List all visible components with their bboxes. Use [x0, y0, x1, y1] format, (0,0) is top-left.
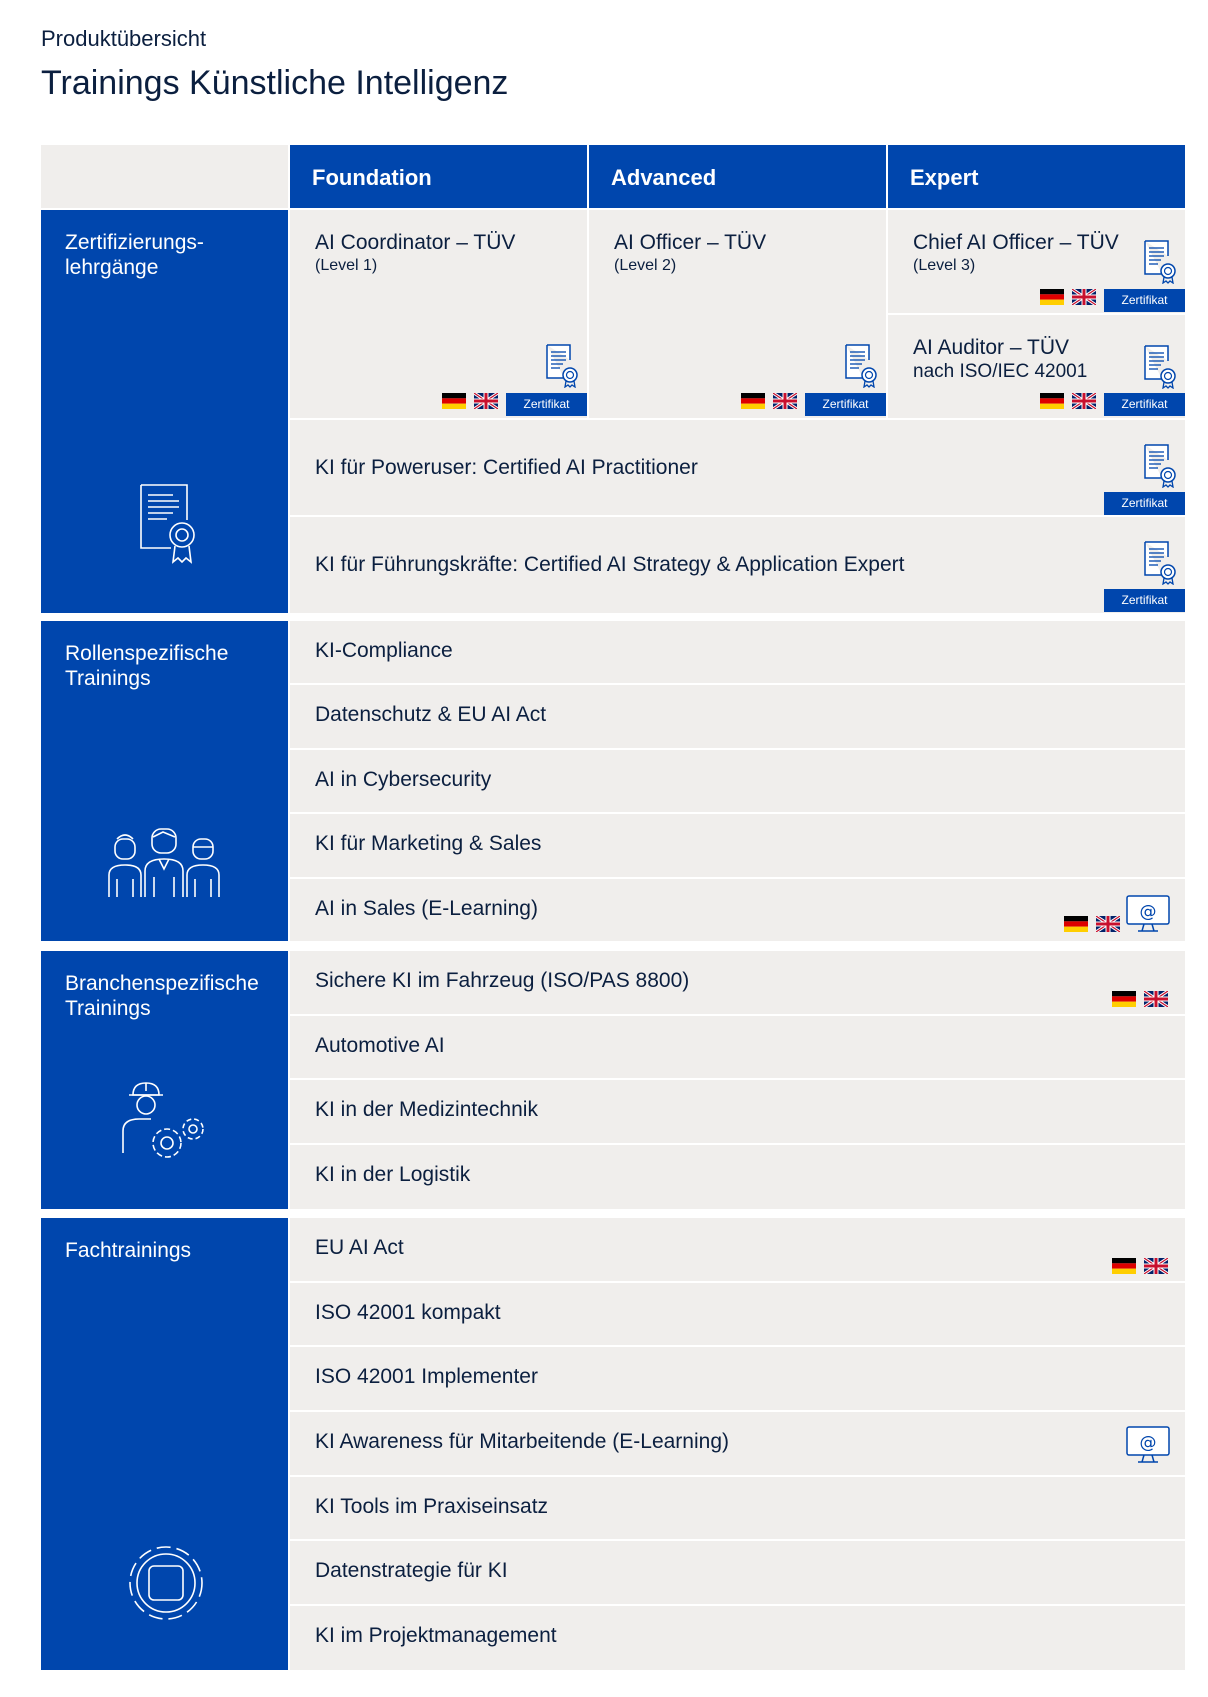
course-title: Datenstrategie für KI [315, 1559, 508, 1582]
course-ki-logistik[interactable] [290, 1145, 1185, 1209]
worker-gears-icon [41, 1081, 291, 1166]
course-title: KI Awareness für Mitarbeitende (E-Learning) [315, 1430, 729, 1453]
course-ki-tools-praxis[interactable] [290, 1477, 1185, 1539]
flag-de-icon [1040, 393, 1064, 409]
flag-de-icon [442, 393, 466, 409]
course-certified-ai-strategy-expert[interactable] [290, 517, 1185, 613]
certificate-badge: Zertifikat [506, 393, 587, 416]
flag-uk-icon [474, 393, 498, 409]
course-chief-ai-officer[interactable] [888, 210, 1185, 313]
certificate-badge: Zertifikat [1104, 492, 1185, 515]
course-title: EU AI Act [315, 1236, 404, 1259]
section-label-industry-specific: Branchenspezifische Trainings [41, 951, 288, 1209]
certificate-icon [41, 480, 291, 565]
certificate-icon [1144, 444, 1176, 488]
course-ai-in-sales-elearning[interactable] [290, 879, 1185, 941]
people-icon [41, 825, 291, 900]
course-title: KI-Compliance [315, 639, 453, 662]
flag-de-icon [1064, 916, 1088, 932]
course-datenstrategie-ki[interactable] [290, 1541, 1185, 1604]
certificate-icon [1144, 240, 1176, 284]
course-iso-42001-kompakt[interactable] [290, 1283, 1185, 1345]
course-title: AI Coordinator – TÜV [315, 231, 516, 254]
course-title: AI Auditor – TÜV [913, 336, 1070, 359]
course-sichere-ki-fahrzeug[interactable] [290, 951, 1185, 1014]
course-title: Sichere KI im Fahrzeug (ISO/PAS 8800) [315, 969, 690, 992]
column-header-advanced: Advanced [589, 145, 886, 208]
certificate-badge: Zertifikat [1104, 393, 1185, 416]
column-header-expert: Expert [888, 145, 1185, 208]
course-standard: nach ISO/IEC 42001 [913, 361, 1088, 382]
course-ki-medizintechnik[interactable] [290, 1080, 1185, 1143]
course-ai-officer[interactable] [589, 210, 886, 418]
certificate-badge: Zertifikat [805, 393, 886, 416]
section-label-specialist: Fachtrainings [41, 1218, 288, 1670]
flag-uk-icon [1096, 916, 1120, 932]
course-level: (Level 2) [614, 257, 677, 274]
page-title: Trainings Künstliche Intelligenz [41, 64, 509, 102]
course-title: AI in Sales (E-Learning) [315, 897, 538, 920]
course-title: ISO 42001 kompakt [315, 1301, 501, 1324]
flag-de-icon [1112, 991, 1136, 1007]
flag-de-icon [1112, 1258, 1136, 1274]
course-title: Datenschutz & EU AI Act [315, 703, 547, 726]
course-title: KI für Poweruser: Certified AI Practitioner [315, 456, 698, 479]
certificate-badge: Zertifikat [1104, 589, 1185, 612]
certificate-badge: Zertifikat [1104, 289, 1185, 312]
elearning-icon [1126, 895, 1170, 933]
course-title: AI in Cybersecurity [315, 768, 492, 791]
course-certified-ai-practitioner[interactable] [290, 420, 1185, 515]
course-title: Automotive AI [315, 1034, 445, 1057]
flag-uk-icon [1144, 991, 1168, 1007]
course-ai-in-cybersecurity[interactable] [290, 750, 1185, 812]
course-level: (Level 3) [913, 257, 976, 274]
course-title: KI für Marketing & Sales [315, 832, 542, 855]
chip-gear-icon [41, 1538, 291, 1628]
course-title: ISO 42001 Implementer [315, 1365, 538, 1388]
header-corner-cell [41, 145, 288, 208]
certificate-icon [546, 344, 578, 388]
flag-uk-icon [1072, 393, 1096, 409]
course-iso-42001-implementer[interactable] [290, 1347, 1185, 1410]
section-label-certification: Zertifizierungs- lehrgänge [41, 210, 288, 613]
course-title: AI Officer – TÜV [614, 231, 767, 254]
elearning-icon [1126, 1426, 1170, 1464]
course-title: KI in der Logistik [315, 1163, 471, 1186]
course-level: (Level 1) [315, 257, 378, 274]
course-ai-auditor[interactable] [888, 315, 1185, 418]
course-title: KI für Führungskräfte: Certified AI Strategy & Application Expert [315, 553, 905, 576]
page-subtitle: Produktübersicht [41, 26, 207, 51]
flag-de-icon [741, 393, 765, 409]
course-ki-compliance[interactable] [290, 621, 1185, 683]
section-label-role-specific: Rollenspezifische Trainings [41, 621, 288, 941]
flag-uk-icon [773, 393, 797, 409]
course-automotive-ai[interactable] [290, 1016, 1185, 1078]
flag-uk-icon [1072, 289, 1096, 305]
course-title: KI in der Medizintechnik [315, 1098, 538, 1121]
course-title: KI Tools im Praxiseinsatz [315, 1495, 549, 1518]
column-header-foundation: Foundation [290, 145, 587, 208]
course-title: Chief AI Officer – TÜV [913, 231, 1119, 254]
course-datenschutz-eu-ai-act[interactable] [290, 685, 1185, 748]
flag-uk-icon [1144, 1258, 1168, 1274]
flag-de-icon [1040, 289, 1064, 305]
certificate-icon [1144, 345, 1176, 389]
course-title: KI im Projektmanagement [315, 1624, 557, 1647]
course-eu-ai-act[interactable] [290, 1218, 1185, 1281]
certificate-icon [845, 344, 877, 388]
course-ai-coordinator[interactable] [290, 210, 587, 418]
certificate-icon [1144, 541, 1176, 585]
course-ki-projektmanagement[interactable] [290, 1606, 1185, 1670]
course-ki-marketing-sales[interactable] [290, 814, 1185, 877]
course-ki-awareness-elearning[interactable] [290, 1412, 1185, 1475]
